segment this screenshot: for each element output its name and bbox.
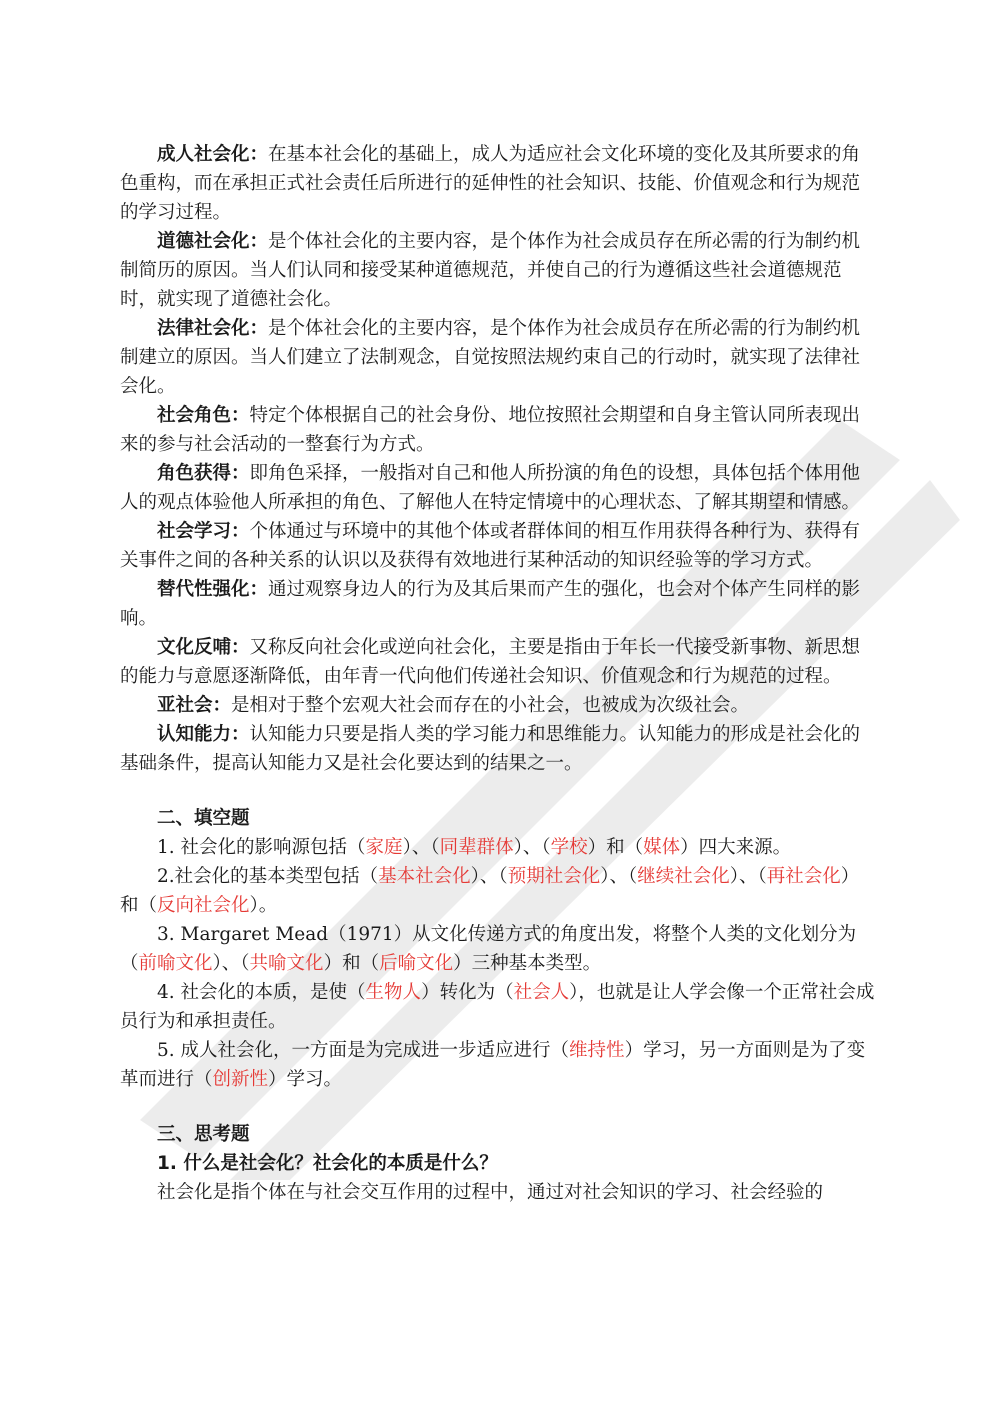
fill-text: ）、（ (470, 866, 508, 887)
fill-in-item (120, 920, 876, 978)
definition-paragraph (120, 633, 876, 691)
fill-in-item (120, 862, 876, 920)
fill-answer: 继续社会化 (637, 866, 730, 887)
fill-answer: 社会人 (513, 982, 570, 1003)
question-1: 1. 什么是社会化？社会化的本质是什么？ (157, 1153, 498, 1174)
fill-answer: 反向社会化 (157, 895, 250, 916)
definition-text: 个体通过与环境中的其他个体或者群体间的相互作用获得各种行为、获得有关事件之间的各种关系的认识以及获得有效地进行某种活动的知识经验等的学习方式。 (120, 521, 861, 571)
document-body (120, 140, 876, 1207)
definition-term: 文化反哺： (157, 637, 250, 658)
definition-term: 社会学习： (157, 521, 250, 542)
fill-answer: 共喻文化 (249, 953, 324, 974)
fill-text: ）、（ (600, 866, 638, 887)
definition-term: 认知能力： (157, 724, 250, 745)
fill-text: ）和（ (587, 837, 644, 858)
definition-text: 是相对于整个宏观大社会而存在的小社会，也被成为次级社会。 (231, 695, 750, 716)
definition-text: 是个体社会化的主要内容，是个体作为社会成员存在所必需的行为制约机制建立的原因。当人们建立了法制观念，自觉按照法规约束自己的行动时，就实现了法律社会化。 (120, 318, 861, 397)
definition-text: 认知能力只要是指人类的学习能力和思维能力。认知能力的形成是社会化的基础条件，提高认知能力又是社会化要达到的结果之一。 (120, 724, 861, 774)
think-section-heading: 三、思考题 (157, 1124, 250, 1145)
fill-answer: 创新性 (212, 1069, 269, 1090)
definition-paragraph (120, 314, 876, 401)
fill-text: ），也就是让人学会像一个正常社会成员行为和承担责任。 (120, 982, 875, 1032)
fill-in-item (120, 978, 876, 1036)
definition-text: 在基本社会化的基础上，成人为适应社会文化环境的变化及其所要求的角色重构，而在承担正式社会责任后所进行的延伸性的社会知识、技能、价值观念和行为规范的学习过程。 (120, 144, 861, 223)
fill-in-item (120, 833, 876, 862)
definition-term: 亚社会： (157, 695, 232, 716)
answer-1-start: 社会化是指个体在与社会交互作用的过程中，通过对社会知识的学习、社会经验的 (157, 1182, 824, 1203)
definition-term: 角色获得： (157, 463, 250, 484)
definition-paragraph (120, 575, 876, 633)
definition-paragraph (120, 227, 876, 314)
definitions-list (120, 140, 876, 778)
fill-text: ）学习，另一方面则是为了变革而进行（ (120, 1040, 866, 1090)
fill-answer: 学校 (550, 837, 588, 858)
fill-text: ）和（ (323, 953, 380, 974)
definition-paragraph (120, 691, 876, 720)
definition-term: 法律社会化： (157, 318, 269, 339)
fill-text: 4. 社会化的本质，是使（ (157, 982, 366, 1003)
fill-in-item (120, 1036, 876, 1094)
definition-paragraph (120, 459, 876, 517)
definition-text: 特定个体根据自己的社会身份、地位按照社会期望和自身主管认同所表现出来的参与社会活动的一整套行为方式。 (120, 405, 861, 455)
definition-term: 成人社会化： (157, 144, 269, 165)
fill-section-heading: 二、填空题 (157, 808, 250, 829)
fill-answer: 维持性 (569, 1040, 625, 1061)
fill-text: 3. Margaret Mead（1971）从文化传递方式的角度出发，将整个人类的文化划分为（ (120, 924, 857, 974)
fill-text: ）、（ (729, 866, 767, 887)
definition-term: 替代性强化： (157, 579, 269, 600)
fill-text: ）学习。 (268, 1069, 343, 1090)
fill-answer: 基本社会化 (378, 866, 471, 887)
fill-in-list (120, 833, 876, 1094)
fill-text: ）和（ (120, 866, 860, 916)
definition-term: 道德社会化： (157, 231, 269, 252)
fill-text: ）、（ (402, 837, 440, 858)
fill-text: 2.社会化的基本类型包括（ (157, 866, 379, 887)
fill-text: 5. 成人社会化，一方面是为完成进一步适应进行（ (157, 1040, 570, 1061)
definition-term: 社会角色： (157, 405, 250, 426)
definition-text: 又称反向社会化或逆向社会化，主要是指由于年长一代接受新事物、新思想的能力与意愿逐渐降低，由年青一代向他们传递社会知识、价值观念和行为规范的过程。 (120, 637, 861, 687)
definition-paragraph (120, 401, 876, 459)
fill-answer: 媒体 (643, 837, 681, 858)
fill-answer: 再社会化 (766, 866, 841, 887)
fill-text: ）四大来源。 (680, 837, 792, 858)
fill-text: ）三种基本类型。 (453, 953, 602, 974)
fill-answer: 生物人 (365, 982, 422, 1003)
definition-text: 是个体社会化的主要内容，是个体作为社会成员存在所必需的行为制约机制简历的原因。当人们认同和接受某种道德规范，并使自己的行为遵循这些社会道德规范时，就实现了道德社会化。 (120, 231, 861, 310)
fill-text: ）、（ (513, 837, 551, 858)
fill-text: ）转化为（ (421, 982, 514, 1003)
fill-answer: 前喻文化 (138, 953, 213, 974)
definition-paragraph (120, 517, 876, 575)
definition-text: 通过观察身边人的行为及其后果而产生的强化，也会对个体产生同样的影响。 (120, 579, 861, 629)
fill-text: 1. 社会化的影响源包括（ (157, 837, 366, 858)
fill-text: ）、（ (212, 953, 250, 974)
fill-text: ）。 (249, 895, 278, 916)
definition-paragraph (120, 140, 876, 227)
definition-paragraph (120, 720, 876, 778)
fill-answer: 预期社会化 (507, 866, 601, 887)
fill-answer: 同辈群体 (439, 837, 514, 858)
fill-answer: 家庭 (365, 837, 403, 858)
fill-answer: 后喻文化 (379, 953, 454, 974)
definition-text: 即角色采择，一般指对自己和他人所扮演的角色的设想，具体包括个体用他人的观点体验他人所承担的角色、了解他人在特定情境中的心理状态、了解其期望和情感。 (120, 463, 861, 513)
